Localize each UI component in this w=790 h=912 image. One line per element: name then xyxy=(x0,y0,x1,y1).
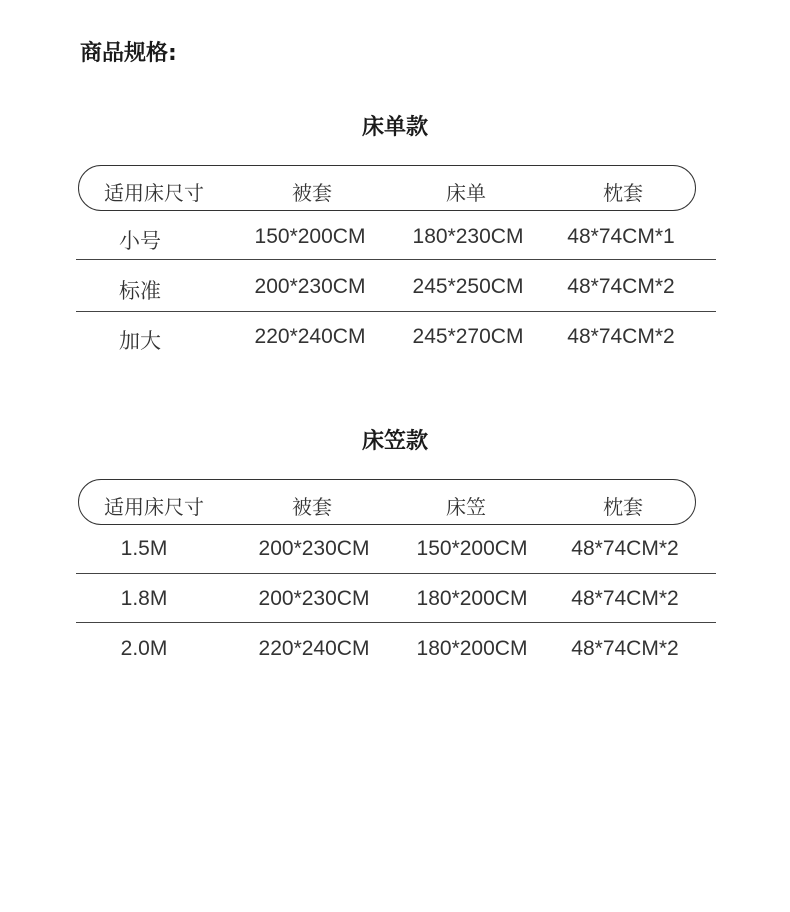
table-row-cell: 180*230CM xyxy=(412,225,524,248)
table-2-header-size: 适用床尺寸 xyxy=(104,495,204,519)
row-divider xyxy=(76,259,716,260)
table-row-cell: 150*200CM xyxy=(254,225,366,248)
table-row-cell: 245*250CM xyxy=(412,275,524,298)
table-2-header-duvet: 被套 xyxy=(292,495,332,519)
table-row-cell: 48*74CM*2 xyxy=(571,587,679,610)
table-1-title: 床单款 xyxy=(361,115,428,140)
page-title: 商品规格: xyxy=(80,41,177,66)
table-row-cell: 200*230CM xyxy=(254,275,366,298)
table-row-cell: 150*200CM xyxy=(416,537,528,560)
table-row-cell: 48*74CM*2 xyxy=(567,275,675,298)
table-row-cell: 1.8M xyxy=(120,587,168,610)
table-1-header-sheet: 床单 xyxy=(446,181,486,205)
table-row-cell: 48*74CM*2 xyxy=(571,537,679,560)
table-row-cell: 加大 xyxy=(119,330,161,353)
row-divider xyxy=(76,622,716,623)
table-row-cell: 48*74CM*2 xyxy=(571,637,679,660)
row-divider xyxy=(76,573,716,574)
table-row-cell: 200*230CM xyxy=(258,587,370,610)
table-1-header-pillowcase: 枕套 xyxy=(603,181,643,205)
row-divider xyxy=(76,311,716,312)
table-row-cell: 245*270CM xyxy=(412,325,524,348)
table-row-cell: 180*200CM xyxy=(416,637,528,660)
table-2-header-pillowcase: 枕套 xyxy=(603,495,643,519)
table-row-cell: 220*240CM xyxy=(254,325,366,348)
table-row-cell: 200*230CM xyxy=(258,537,370,560)
table-row-cell: 2.0M xyxy=(120,637,168,660)
table-row-cell: 180*200CM xyxy=(416,587,528,610)
table-1-header-duvet: 被套 xyxy=(292,181,332,205)
table-2-header-fitted-sheet: 床笠 xyxy=(446,495,486,519)
table-row-cell: 48*74CM*1 xyxy=(567,225,675,248)
table-row-cell: 标准 xyxy=(119,280,161,303)
table-1-header-size: 适用床尺寸 xyxy=(104,181,204,205)
table-row-cell: 48*74CM*2 xyxy=(567,325,675,348)
table-row-cell: 1.5M xyxy=(120,537,168,560)
table-row-cell: 小号 xyxy=(119,230,161,253)
table-row-cell: 220*240CM xyxy=(258,637,370,660)
table-2-title: 床笠款 xyxy=(361,429,428,454)
